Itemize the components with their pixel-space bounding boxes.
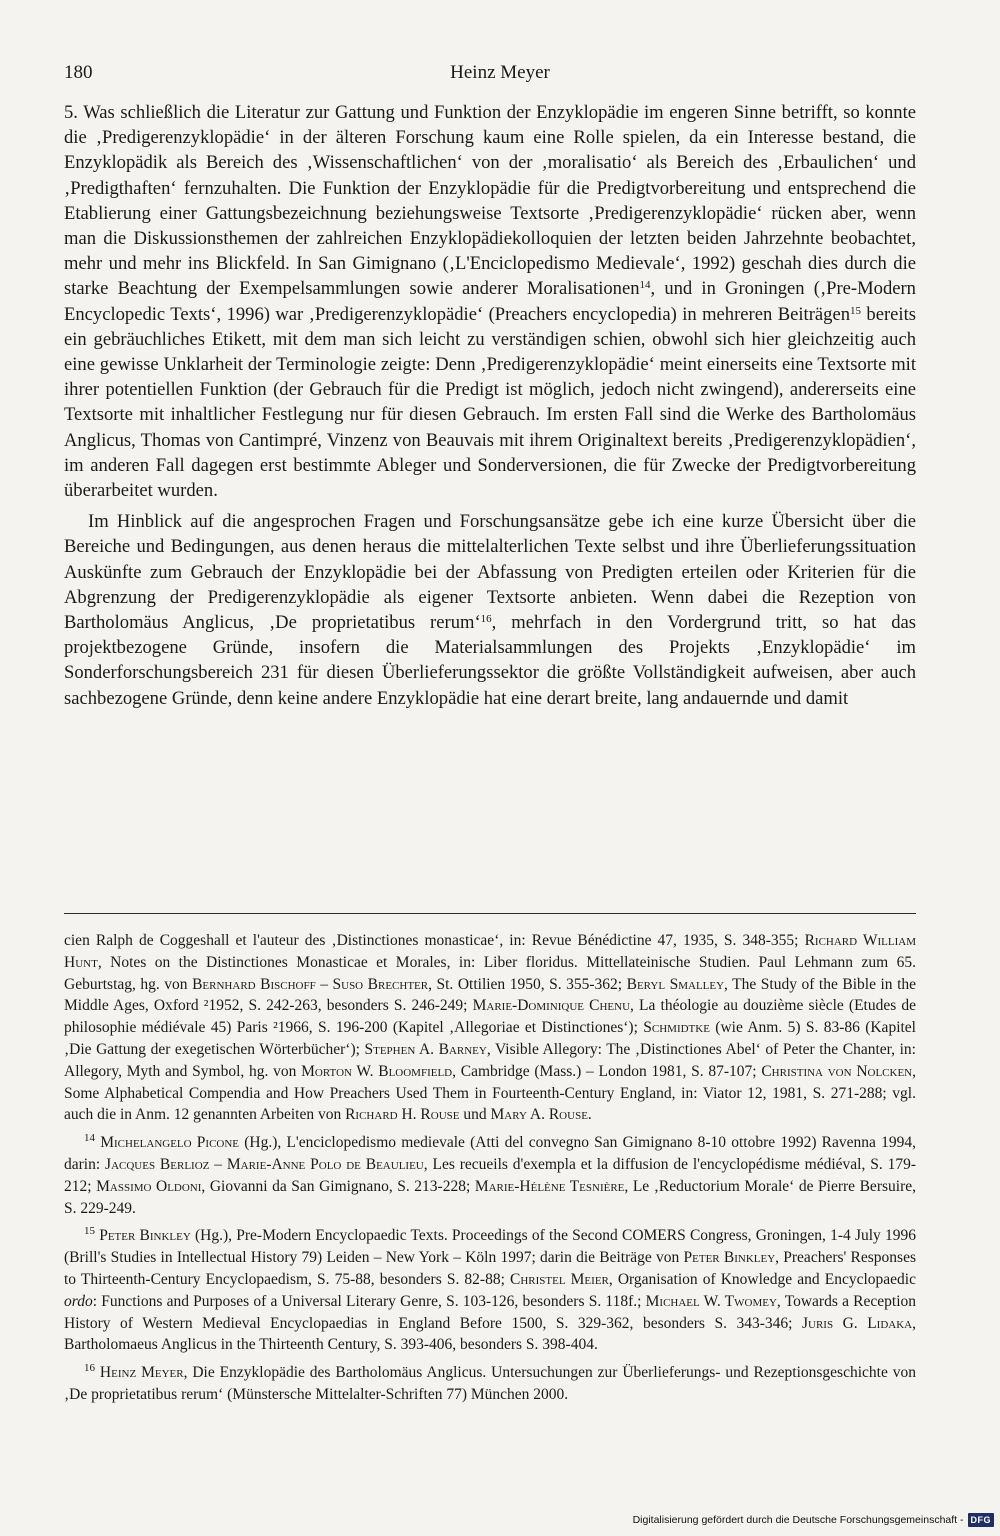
footnote-ref-15[interactable]: 15 bbox=[850, 304, 861, 317]
footnote-15: $^{15}$ Peter Binkley (Hg.), Pre-Modern Encyclopaedic Texts. Proceedings of the Second COMERS Congress, Groningen, 1-4 July 1996 (Brill's Studies in Intellectual History 79) Leiden – New York – Köln 1997; darin die Beiträge von Peter Binkley, Preachers' Responses to Thirteenth-Century Encyclopaedism, S. 75-88, besonders S. 82-88; Christel Meier, Organisation of Knowledge and Encyclopaedic ordo: Functions and Purposes of a Universal Literary Genre, S. 103-126, besonders S. 118f.; Michael W. Twomey, Towards a Reception History of Western Medieval Encyclopaedias in England Before 1500, S. 329-362, besonders S. 343-346; Juris G. Lidaka, Bartholomaeus Anglicus in the Thirteenth Century, S. 393-406, besonders S. 398-404. bbox=[64, 1225, 917, 1354]
footnote-14: $^{14}$ Michelangelo Picone (Hg.), L'enciclopedismo medievale (Atti del convegno San Gimignano 8-10 ottobre 1992) Ravenna 1994, darin: Jacques Berlioz – Marie-Anne Polo de Beaulieu, Les recueils d'exempla et la diffusion de l'encyclopédisme médiéval, S. 179-212; Massimo Oldoni, Giovanni da San Gimignano, S. 213-228; Marie-Hélène Tesnière, Le ‚Reductorium Morale‘ de Pierre Bersuire, S. 229-249. bbox=[64, 1132, 916, 1217]
footnote-number: 16 bbox=[84, 1362, 95, 1375]
body-text bbox=[64, 100, 916, 711]
page-number: 180 bbox=[64, 62, 93, 83]
paragraph-1: 5. Was schließlich die Literatur zur Gattung und Funktion der Enzyklopädie im engeren Sinne betrifft, so konnte die ‚Predigerenzyklopädie‘ in der älteren Forschung kaum eine Rolle spielen, da ein Interesse bestand, die Enzyklopädik als Bereich des ‚Wissenschaftlichen‘ von der ‚moralisatio‘ als Bereich des ‚Erbaulichen‘ und ‚Predigthaften‘ fernzuhalten. Die Funktion der Enzyklopädie für die Predigtvorbereitung und entsprechend die Etablierung einer Gattungsbezeichnung beziehungsweise Textsorte ‚Predigerenzyklopädie‘ rücken aber, wenn man die Diskussionsthemen der zahlreichen Enzyklopädiekolloquien der letzten beiden Jahrzehnte beobachtet, mehr und mehr ins Blickfeld. In San Gimignano (‚L'Enciclopedismo Medievale‘, 1992) geschah dies durch die starke Beachtung der Exempelsammlungen sowie anderer Moralisationen$^{14}$, und in Groningen (‚Pre-Modern Encyclopedic Texts‘, 1996) war ‚Predigerenzyklopädie‘ (Preachers encyclopedia) in mehreren Beiträgen$^{15}$ bereits ein gebräuchliches Etikett, mit dem man sich leicht zu verständigen schien, obwohl sich hier gleichzeitig auch eine gewisse Unklarheit der Terminologie zeigte: Denn ‚Predigerenzyklopädie‘ meint einerseits eine Textsorte mit ihrer potentiellen Funktion (der Gebrauch für die Predigt ist möglich, jedoch nicht zwingend), andererseits eine Textsorte mit inhaltlicher Festlegung nur für diesen Gebrauch. Im ersten Fall sind die Werke des Bartholomäus Anglicus, Thomas von Cantimpré, Vinzenz von Beauvais mit ihrem Originaltext bereits ‚Predigerenzyklopädien‘, im anderen Fall dagegen erst bestimmte Ableger und Sonderversionen, die für Zwecke der Predigtvorbereitung überarbeitet wurden. bbox=[64, 102, 916, 502]
footnote-ref-14[interactable]: 14 bbox=[639, 279, 651, 292]
footnote-number: 15 bbox=[84, 1225, 95, 1238]
footnote-13-continued: cien Ralph de Coggeshall et l'auteur des ‚Distinctiones monasticae‘, in: Revue Bénédictine 47, 1935, S. 348-355; Richard William Hunt, Notes on the Distinctiones Monasticae et Morales, in: Liber floridus. Mittellateinische Studien. Paul Lehmann zum 65. Geburtstag, hg. von Bernhard Bischoff – Suso Brechter, St. Ottilien 1950, S. 355-362; Beryl Smalley, The Study of the Bible in the Middle Ages, Oxford ²1952, S. 242-263, besonders S. 246-249; Marie-Dominique Chenu, La théologie au douzième siècle (Etudes de philosophie médiévale 45) Paris ²1966, S. 196-200 (Kapitel ‚Allegoriae et Distinctiones‘); Schmidtke (wie Anm. 5) S. 83-86 (Kapitel ‚Die Gattung der exegetischen Wörterbücher‘); Stephen A. Barney, Visible Allegory: The ‚Distinctiones Abel‘ of Peter the Chanter, in: Allegory, Myth and Symbol, hg. von Morton W. Bloomfield, Cambridge (Mass.) – London 1981, S. 87-107; Christina von Nolcken, Some Alphabetical Compendia and How Preachers Used Them in Fourteenth-Century England, in: Viator 12, 1981, S. 271-288; vgl. auch die in Anm. 12 genannten Arbeiten von Richard H. Rouse und Mary A. Rouse. bbox=[64, 932, 917, 1124]
digitization-footer bbox=[633, 1510, 994, 1530]
paragraph-2: Im Hinblick auf die angesprochen Fragen und Forschungsansätze gebe ich eine kurze Übersicht über die Bereiche und Bedingungen, aus denen heraus die mittelalterlichen Texte selbst und ihre Überlieferungssituation Auskünfte zum Gebrauch der Enzyklopädie bei der Abfassung von Predigten erteilen oder Kriterien für die Abgrenzung der Predigerenzyklopädie als eigener Textsorte anbieten. Wenn dabei die Rezeption von Bartholomäus Anglicus, ‚De proprietatibus rerum‘$^{16}$, mehrfach in den Vordergrund tritt, so hat das projektbezogene Gründe, insofern die Materialsammlungen des Projekts ‚Enzyklopädie‘ im Sonderforschungsbereich 231 für diesen Überlieferungssektor die größte Vollständigkeit aufweisen, aber auch sachbezogene Gründe, denn keine andere Enzyklopädie hat eine derart breite, lang andauernde und damit bbox=[64, 511, 916, 709]
footnotes bbox=[64, 930, 916, 1412]
dfg-logo-icon: DFG bbox=[968, 1513, 995, 1527]
footnote-number: 14 bbox=[84, 1132, 95, 1145]
running-head: Heinz Meyer bbox=[450, 62, 550, 83]
footnote-16: $^{16}$ Heinz Meyer, Die Enzyklopädie des Bartholomäus Anglicus. Untersuchungen zur Überlieferungs- und Rezeptionsgeschichte von ‚De proprietatibus rerum‘ (Münstersche Mittelalter-Schriften 77) München 2000. bbox=[64, 1362, 916, 1403]
footnote-separator bbox=[64, 913, 916, 914]
footer-text: Digitalisierung gefördert durch die Deutsche Forschungsgemeinschaft - bbox=[632, 1514, 964, 1526]
footnote-ref-16[interactable]: 16 bbox=[480, 613, 492, 626]
